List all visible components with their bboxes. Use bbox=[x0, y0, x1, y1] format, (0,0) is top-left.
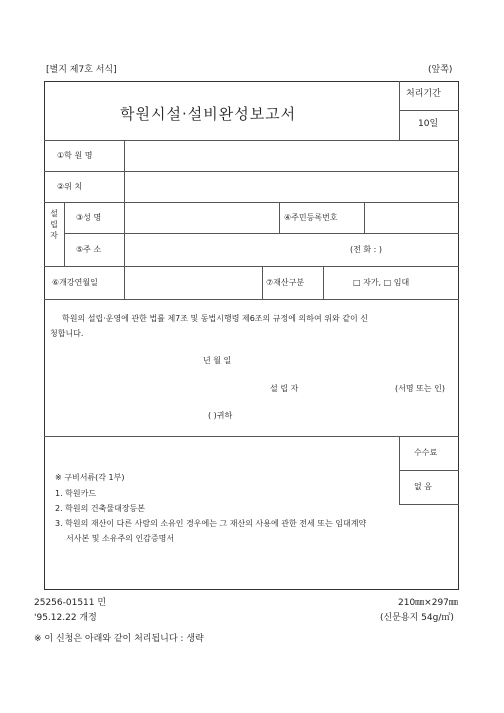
attachment-item: 3. 학원의 재산이 다른 사람의 소유인 경우에는 그 재산의 사용에 관한 전세 또는 임대계약 bbox=[55, 519, 367, 528]
paper-type: (신문용지 54g/㎡) bbox=[380, 613, 454, 623]
statement-line-1: 학원의 설립·운영에 관한 법률 제7조 및 동법시행령 제6조의 규정에 의하여 위와 같이 신 bbox=[62, 314, 368, 323]
form-number-label: [별지 제7호 서식] bbox=[46, 65, 117, 75]
page-side-label: (앞쪽) bbox=[428, 65, 453, 75]
statement-date: 년 월 일 bbox=[203, 356, 232, 365]
signature-label: (서명 또는 인) bbox=[395, 384, 445, 393]
attachment-item: 서사본 및 소유주의 인감증명서 bbox=[66, 534, 175, 543]
address-label: ⑤주 소 bbox=[76, 245, 102, 254]
applicant-label: 설 립 자 bbox=[270, 384, 299, 393]
processing-note: ※ 이 신청은 아래와 같이 처리됩니다 : 생략 bbox=[34, 634, 204, 644]
attachment-item: 2. 학원의 건축물대장등본 bbox=[55, 504, 145, 513]
processing-period-label: 처리기간 bbox=[406, 89, 441, 99]
phone-field: (전 화 : ) bbox=[350, 245, 383, 254]
academy-name-label: ①학 원 명 bbox=[57, 151, 93, 160]
attachment-item: 1. 학원카드 bbox=[55, 489, 97, 498]
revision-date: '95.12.22 개정 bbox=[34, 613, 97, 623]
processing-period-value: 10일 bbox=[418, 119, 439, 129]
property-type-options: □ 자가, □ 임대 bbox=[353, 278, 410, 287]
form-title: 학원시설·설비완성보고서 bbox=[120, 105, 297, 123]
property-type-label: ⑦재산구분 bbox=[266, 278, 305, 287]
fee-value: 없 음 bbox=[414, 482, 432, 491]
open-date-label: ⑥개강연월일 bbox=[52, 278, 98, 287]
establisher-label: 설립자 bbox=[50, 209, 58, 240]
fee-label: 수수료 bbox=[414, 448, 438, 457]
name-label: ③성 명 bbox=[76, 213, 102, 222]
location-label: ②위 치 bbox=[57, 182, 83, 191]
resident-number-label: ④주민등록번호 bbox=[284, 213, 338, 222]
recipient-label: ( )귀하 bbox=[208, 411, 233, 420]
form-code: 25256-01511 민 bbox=[34, 598, 107, 608]
paper-size: 210㎜×297㎜ bbox=[398, 598, 458, 608]
attachments-title: ※ 구비서류(각 1부) bbox=[55, 473, 125, 482]
statement-line-2: 청합니다. bbox=[50, 329, 84, 338]
